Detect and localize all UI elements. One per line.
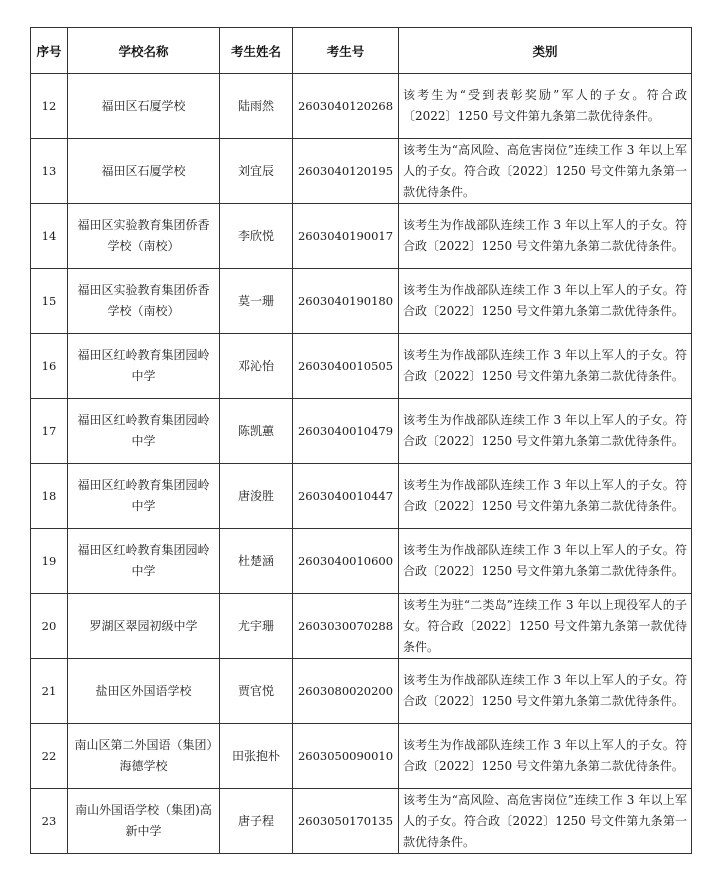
cell-name: 贾官悦 — [220, 659, 293, 724]
cell-seq: 16 — [31, 334, 68, 399]
cell-name: 李欣悦 — [220, 204, 293, 269]
cell-id: 2603080020200 — [293, 659, 399, 724]
header-seq: 序号 — [31, 28, 68, 74]
cell-name: 刘宜辰 — [220, 139, 293, 204]
cell-id: 2603040010505 — [293, 334, 399, 399]
cell-school: 福田区红岭教育集团园岭中学 — [68, 464, 220, 529]
cell-category: 该考生为作战部队连续工作 3 年以上军人的子女。符合政〔2022〕1250 号文件第九条第二款优待条件。 — [399, 204, 692, 269]
table-body — [31, 74, 692, 854]
cell-seq: 21 — [31, 659, 68, 724]
cell-id: 2603030070288 — [293, 594, 399, 659]
cell-id: 2603050170135 — [293, 789, 399, 854]
cell-category: 该考生为“高风险、高危害岗位”连续工作 3 年以上军人的子女。符合政〔2022〕1250 号文件第九条第一款优待条件。 — [399, 789, 692, 854]
cell-seq: 18 — [31, 464, 68, 529]
table-row — [31, 724, 692, 789]
cell-seq: 19 — [31, 529, 68, 594]
table-row — [31, 269, 692, 334]
cell-id: 2603040010447 — [293, 464, 399, 529]
cell-category: 该考生为驻“二类岛”连续工作 3 年以上现役军人的子女。符合政〔2022〕1250 号文件第九条第一款优待条件。 — [399, 594, 692, 659]
cell-school: 南山区第二外国语（集团）海德学校 — [68, 724, 220, 789]
table-row — [31, 139, 692, 204]
header-name: 考生姓名 — [220, 28, 293, 74]
cell-id: 2603040120268 — [293, 74, 399, 139]
cell-seq: 14 — [31, 204, 68, 269]
table-row — [31, 659, 692, 724]
cell-id: 2603040190180 — [293, 269, 399, 334]
table-row — [31, 529, 692, 594]
table-header-row — [31, 28, 692, 74]
cell-school: 福田区石厦学校 — [68, 139, 220, 204]
cell-name: 杜楚涵 — [220, 529, 293, 594]
cell-id: 2603040120195 — [293, 139, 399, 204]
table-row — [31, 334, 692, 399]
table-row — [31, 399, 692, 464]
cell-category: 该考生为作战部队连续工作 3 年以上军人的子女。符合政〔2022〕1250 号文件第九条第二款优待条件。 — [399, 724, 692, 789]
cell-seq: 23 — [31, 789, 68, 854]
cell-school: 福田区红岭教育集团园岭中学 — [68, 529, 220, 594]
cell-school: 福田区实验教育集团侨香学校（南校） — [68, 204, 220, 269]
cell-school: 南山外国语学校（集团)高新中学 — [68, 789, 220, 854]
cell-category: 该考生为“高风险、高危害岗位”连续工作 3 年以上军人的子女。符合政〔2022〕1250 号文件第九条第一款优待条件。 — [399, 139, 692, 204]
cell-name: 唐子程 — [220, 789, 293, 854]
cell-school: 福田区红岭教育集团园岭中学 — [68, 399, 220, 464]
cell-seq: 13 — [31, 139, 68, 204]
cell-seq: 17 — [31, 399, 68, 464]
cell-name: 田张抱朴 — [220, 724, 293, 789]
cell-category: 该考生为作战部队连续工作 3 年以上军人的子女。符合政〔2022〕1250 号文件第九条第二款优待条件。 — [399, 334, 692, 399]
cell-seq: 20 — [31, 594, 68, 659]
header-school: 学校名称 — [68, 28, 220, 74]
table-row — [31, 594, 692, 659]
cell-id: 2603040010600 — [293, 529, 399, 594]
cell-seq: 22 — [31, 724, 68, 789]
cell-school: 福田区红岭教育集团园岭中学 — [68, 334, 220, 399]
cell-seq: 15 — [31, 269, 68, 334]
cell-seq: 12 — [31, 74, 68, 139]
table-row — [31, 464, 692, 529]
cell-school: 盐田区外国语学校 — [68, 659, 220, 724]
cell-category: 该考生为“受到表彰奖励”军人的子女。符合政〔2022〕1250 号文件第九条第二款优待条件。 — [399, 74, 692, 139]
cell-school: 罗湖区翠园初级中学 — [68, 594, 220, 659]
cell-name: 唐浚胜 — [220, 464, 293, 529]
table-row — [31, 204, 692, 269]
header-category: 类别 — [399, 28, 692, 74]
table-row — [31, 789, 692, 854]
cell-id: 2603040010479 — [293, 399, 399, 464]
cell-name: 陆雨然 — [220, 74, 293, 139]
cell-category: 该考生为作战部队连续工作 3 年以上军人的子女。符合政〔2022〕1250 号文件第九条第二款优待条件。 — [399, 269, 692, 334]
cell-category: 该考生为作战部队连续工作 3 年以上军人的子女。符合政〔2022〕1250 号文件第九条第二款优待条件。 — [399, 529, 692, 594]
cell-category: 该考生为作战部队连续工作 3 年以上军人的子女。符合政〔2022〕1250 号文件第九条第二款优待条件。 — [399, 464, 692, 529]
header-id: 考生号 — [293, 28, 399, 74]
table-row — [31, 74, 692, 139]
cell-name: 尤宇珊 — [220, 594, 293, 659]
cell-school: 福田区实验教育集团侨香学校（南校） — [68, 269, 220, 334]
cell-name: 陈凯蕙 — [220, 399, 293, 464]
cell-name: 莫一珊 — [220, 269, 293, 334]
cell-id: 2603050090010 — [293, 724, 399, 789]
cell-name: 邓沁怡 — [220, 334, 293, 399]
cell-school: 福田区石厦学校 — [68, 74, 220, 139]
cell-category: 该考生为作战部队连续工作 3 年以上军人的子女。符合政〔2022〕1250 号文件第九条第二款优待条件。 — [399, 659, 692, 724]
cell-id: 2603040190017 — [293, 204, 399, 269]
candidates-table — [30, 27, 692, 854]
cell-category: 该考生为作战部队连续工作 3 年以上军人的子女。符合政〔2022〕1250 号文件第九条第二款优待条件。 — [399, 399, 692, 464]
